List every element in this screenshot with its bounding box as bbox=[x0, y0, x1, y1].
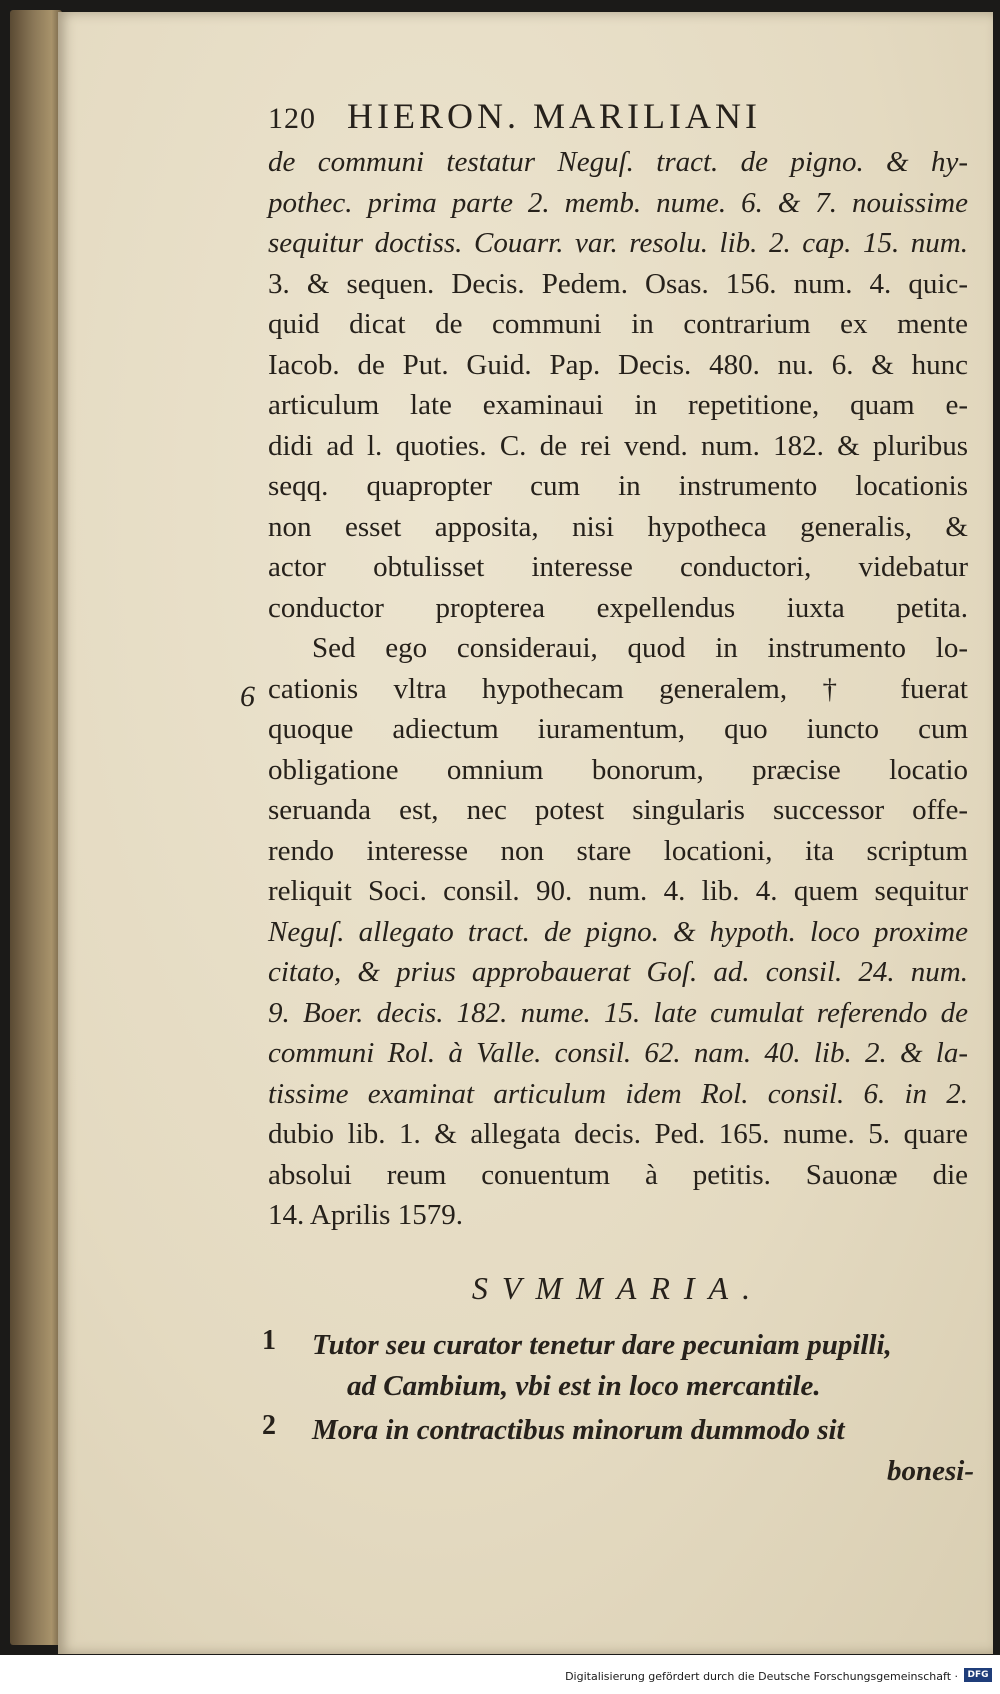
body-line: actor obtulisset interesse conductori, videbatur bbox=[268, 551, 968, 583]
body-line: tissime examinat articulum idem Rol. consil. 6. in 2. bbox=[268, 1077, 968, 1110]
body-line: non esset apposita, nisi hypotheca generalis, & bbox=[268, 510, 968, 543]
body-line: obligatione omnium bonorum, præcise locatio bbox=[268, 753, 968, 786]
book-cover-edge bbox=[10, 10, 62, 1645]
summary-item-number: 1 bbox=[262, 1325, 276, 1356]
body-line: 9. Boer. decis. 182. nume. 15. late cumulat referendo de bbox=[268, 996, 968, 1029]
body-line: 3. & sequen. Decis. Pedem. Osas. 156. num. 4. quic- bbox=[268, 267, 968, 300]
digitization-footer bbox=[0, 1658, 1000, 1694]
body-line: Sed ego consideraui, quod in instrumento lo- bbox=[312, 632, 968, 664]
body-line: seruanda est, nec potest singularis successor offe- bbox=[268, 794, 968, 826]
body-line: 14. Aprilis 1579. bbox=[268, 1199, 463, 1231]
dfg-logo-icon: DFG bbox=[964, 1668, 992, 1682]
summary-item-line: bonesi- bbox=[887, 1455, 974, 1487]
body-line: Neguſ. allegato tract. de pigno. & hypoth. loco proxime bbox=[268, 915, 968, 948]
summary-item-line: Mora in contractibus minorum dummodo sit bbox=[312, 1414, 845, 1446]
body-line: quoque adiectum iuramentum, quo iuncto cum bbox=[268, 713, 968, 745]
margin-note-number: 6 bbox=[240, 680, 255, 713]
body-line: conductor propterea expellendus iuxta petita. bbox=[268, 591, 968, 624]
body-line: reliquit Soci. consil. 90. num. 4. lib. 4. quem sequitur bbox=[268, 875, 968, 907]
body-line: articulum late examinaui in repetitione, quam e- bbox=[268, 389, 968, 421]
page-text-block bbox=[268, 90, 968, 1236]
dfg-credit: Digitalisierung gefördert durch die Deutsche Forschungsgemeinschaft · bbox=[565, 1670, 958, 1683]
summary-item bbox=[262, 1410, 974, 1492]
page-number: 120 bbox=[268, 102, 316, 135]
summary-item bbox=[262, 1325, 974, 1407]
running-title: HIERON. MARILIANI bbox=[347, 96, 761, 136]
body-line: communi Rol. à Valle. consil. 62. nam. 40. lib. 2. & la- bbox=[268, 1037, 968, 1069]
body-line: seqq. quapropter cum in instrumento locationis bbox=[268, 470, 968, 502]
body-line: de communi testatur Neguſ. tract. de pigno. & hy- bbox=[268, 146, 968, 178]
body-line: quid dicat de communi in contrarium ex mente bbox=[268, 308, 968, 340]
body-line: didi ad l. quoties. C. de rei vend. num. 182. & pluribus bbox=[268, 429, 968, 462]
body-line: absolui reum conuentum à petitis. Sauonæ die bbox=[268, 1158, 968, 1191]
body-line: dubio lib. 1. & allegata decis. Ped. 165. nume. 5. quare bbox=[268, 1118, 968, 1150]
summary-item-line: ad Cambium, vbi est in loco mercantile. bbox=[347, 1370, 821, 1402]
summaria-title: SVMMARIA. bbox=[471, 1270, 765, 1306]
summary-item-number: 2 bbox=[262, 1410, 276, 1441]
body-line: pothec. prima parte 2. memb. nume. 6. & 7. nouissime bbox=[268, 186, 968, 219]
body-line: cationis vltra hypothecam generalem, † fuerat bbox=[268, 672, 968, 705]
body-line: Iacob. de Put. Guid. Pap. Decis. 480. nu. 6. & hunc bbox=[268, 348, 968, 381]
body-line: citato, & prius approbauerat Goſ. ad. consil. 24. num. bbox=[268, 956, 968, 988]
running-header bbox=[268, 90, 968, 142]
body-line: rendo interesse non stare locationi, ita scriptum bbox=[268, 834, 968, 867]
summary-item-line: Tutor seu curator tenetur dare pecuniam pupilli, bbox=[312, 1329, 892, 1361]
body-line: sequitur doctiss. Couarr. var. resolu. lib. 2. cap. 15. num. bbox=[268, 227, 968, 259]
